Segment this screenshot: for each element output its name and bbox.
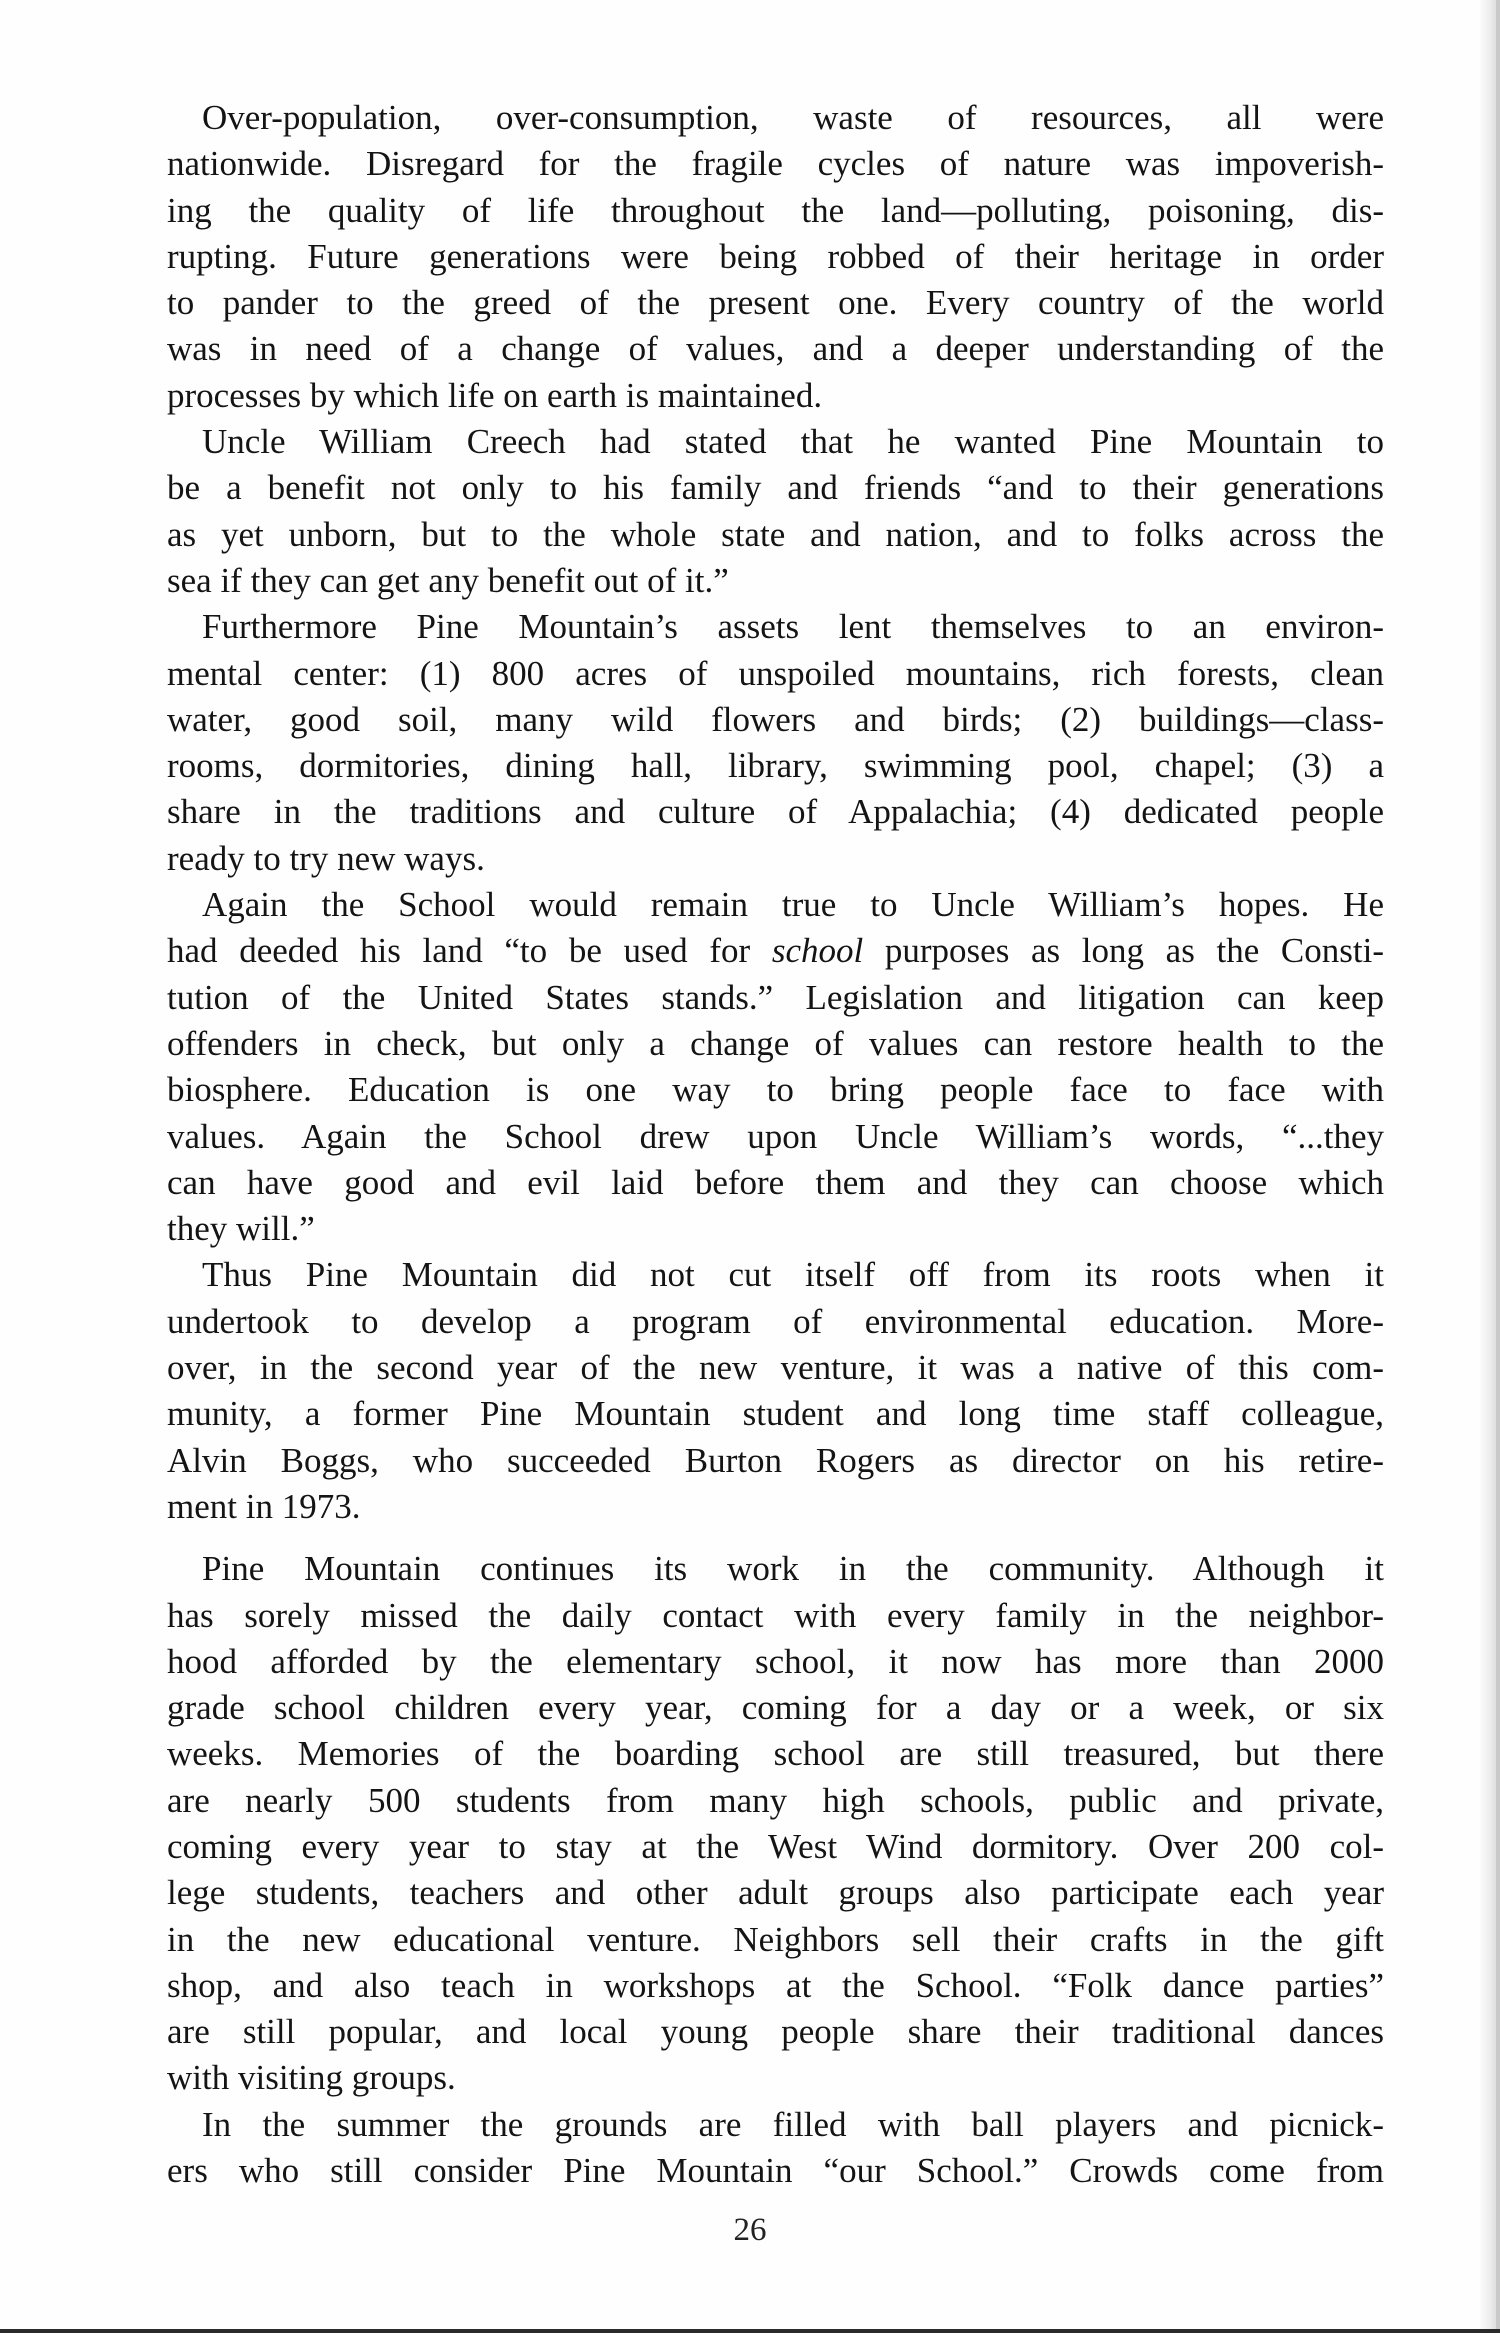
- text-line: coming every year to stay at the West Wind dormitory. Over 200 col-: [167, 1826, 1384, 1866]
- text-line: rooms, dormitories, dining hall, library, swimming pool, chapel; (3) a: [167, 746, 1384, 786]
- paragraph-summer-grounds: [167, 2102, 1384, 2195]
- text-line: tution of the United States stands.” Legislation and litigation can keep: [167, 977, 1384, 1017]
- text-fragment: had deeded his land “to be used for: [167, 931, 772, 971]
- text-line: Thus Pine Mountain did not cut itself off from its roots when it: [202, 1255, 1384, 1295]
- text-line: Furthermore Pine Mountain’s assets lent themselves to an environ-: [202, 607, 1384, 647]
- page-bottom-edge: [0, 2329, 1500, 2333]
- text-line: biosphere. Education is one way to bring people face to face with: [167, 1070, 1384, 1110]
- text-line-with-italic: [167, 928, 1384, 974]
- text-fragment: purposes as long as the Consti-: [863, 931, 1384, 971]
- text-line: grade school children every year, coming for a day or a week, or six: [167, 1688, 1384, 1728]
- text-line: in the new educational venture. Neighbors sell their crafts in the gift: [167, 1919, 1384, 1959]
- text-line: rupting. Future generations were being robbed of their heritage in order: [167, 236, 1384, 276]
- text-line: lege students, teachers and other adult groups also participate each year: [167, 1873, 1384, 1913]
- text-line: over, in the second year of the new venture, it was a native of this com-: [167, 1348, 1384, 1388]
- text-line: to pander to the greed of the present one. Every country of the world: [167, 283, 1384, 323]
- text-line: are nearly 500 students from many high schools, public and private,: [167, 1780, 1384, 1820]
- text-line: mental center: (1) 800 acres of unspoiled mountains, rich forests, clean: [167, 653, 1384, 693]
- text-line: Uncle William Creech had stated that he wanted Pine Mountain to: [202, 422, 1384, 462]
- text-line: be a benefit not only to his family and friends “and to their generations: [167, 468, 1384, 508]
- text-line: values. Again the School drew upon Uncle William’s words, “...they: [167, 1116, 1384, 1156]
- page-edge-line: [1496, 0, 1500, 2333]
- body-text: [167, 95, 1384, 2194]
- text-line: ment in 1973.: [167, 1486, 361, 1526]
- paragraph-overpopulation: [167, 95, 1384, 419]
- text-line: Over-population, over-consumption, waste of resources, all were: [202, 98, 1384, 137]
- text-line: processes by which life on earth is maintained.: [167, 375, 823, 415]
- text-line: offenders in check, but only a change of values can restore health to the: [167, 1023, 1384, 1063]
- text-line: water, good soil, many wild flowers and birds; (2) buildings—class-: [167, 699, 1384, 739]
- text-line: sea if they can get any benefit out of it.”: [167, 560, 729, 600]
- text-line: share in the traditions and culture of Appalachia; (4) dedicated people: [167, 792, 1384, 832]
- page-number: 26: [733, 2212, 767, 2248]
- text-line: was in need of a change of values, and a deeper understanding of the: [167, 329, 1384, 369]
- text-line: munity, a former Pine Mountain student and long time staff colleague,: [167, 1394, 1384, 1434]
- text-line: ready to try new ways.: [167, 838, 485, 878]
- paragraph-uncle-william-creech: [167, 419, 1384, 604]
- paragraph-community-work: [167, 1546, 1384, 2102]
- text-line: undertook to develop a program of environmental education. More-: [167, 1301, 1384, 1341]
- text-line: nationwide. Disregard for the fragile cycles of nature was impoverish-: [167, 144, 1384, 184]
- paragraph-roots: [167, 1252, 1384, 1530]
- text-line: weeks. Memories of the boarding school are still treasured, but there: [167, 1734, 1384, 1774]
- text-line: are still popular, and local young people share their traditional dances: [167, 2012, 1384, 2052]
- text-line: ers who still consider Pine Mountain “our School.” Crowds come from: [167, 2151, 1384, 2191]
- text-line: Pine Mountain continues its work in the community. Although it: [202, 1549, 1384, 1589]
- italic-word-school: school: [771, 931, 864, 971]
- text-line: Again the School would remain true to Uncle William’s hopes. He: [202, 885, 1384, 925]
- text-line: Alvin Boggs, who succeeded Burton Rogers as director on his retire-: [167, 1440, 1384, 1480]
- text-line: as yet unborn, but to the whole state and nation, and to folks across the: [167, 514, 1384, 554]
- text-line: shop, and also teach in workshops at the School. “Folk dance parties”: [167, 1965, 1384, 2005]
- text-line: has sorely missed the daily contact with every family in the neighbor-: [167, 1595, 1384, 1635]
- text-line: In the summer the grounds are filled with ball players and picnick-: [202, 2104, 1384, 2144]
- text-line: ing the quality of life throughout the land—polluting, poisoning, dis-: [167, 190, 1384, 230]
- text-line: hood afforded by the elementary school, it now has more than 2000: [167, 1641, 1384, 1681]
- text-line: with visiting groups.: [167, 2058, 456, 2098]
- text-line: can have good and evil laid before them and they can choose which: [167, 1162, 1384, 1202]
- text-line: they will.”: [167, 1209, 315, 1249]
- paragraph-assets: [167, 604, 1384, 882]
- paragraph-school-true-to-hopes: [167, 882, 1384, 1252]
